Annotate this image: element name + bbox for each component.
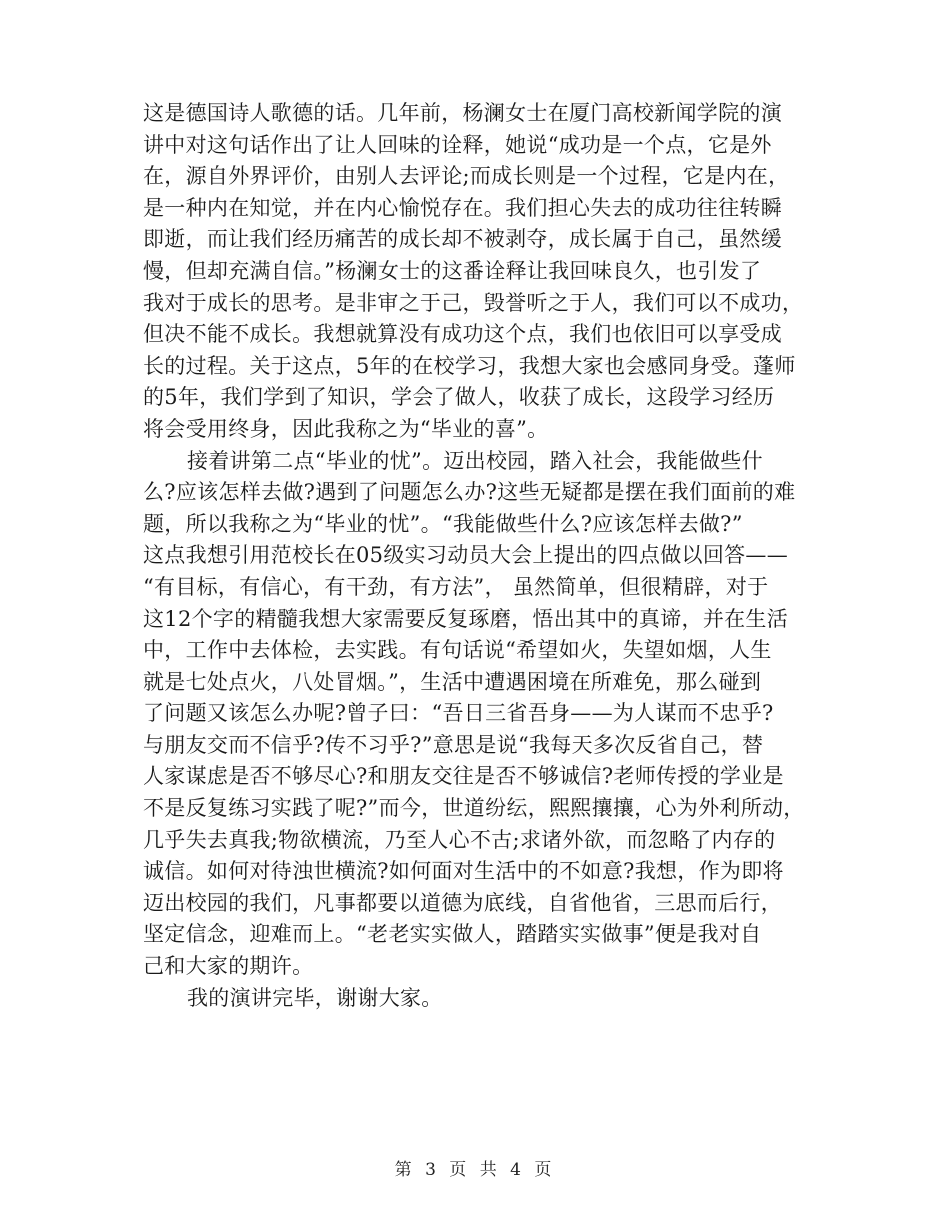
text-line: 不是反复练习实践了呢?”而今，世道纷纭，熙熙攘攘，心为外利所动， (143, 796, 805, 821)
text-line: 在，源自外界评价，由别人去评论;而成长则是一个过程，它是内在， (143, 164, 790, 189)
text-line: 长的过程。关于这点，5年的在校学习，我想大家也会感同身受。蓬师 (143, 353, 796, 378)
text-line: 题，所以我称之为“毕业的忧”。“我能做些什么?应该怎样去做?” (143, 511, 743, 536)
text-line: 的5年，我们学到了知识，学会了做人，收获了成长，这段学习经历 (143, 385, 775, 410)
text-line: 迈出校园的我们，凡事都要以道德为底线，自省他省，三思而后行， (143, 890, 782, 915)
text-line: 我的演讲完毕，谢谢大家。 (187, 985, 443, 1010)
text-line: 接着讲第二点“毕业的忧”。迈出校园，踏入社会，我能做些什 (187, 448, 763, 473)
text-line: 人家谋虑是否不够尽心?和朋友交往是否不够诚信?老师传授的学业是 (143, 764, 784, 789)
text-line: 这12个字的精髓我想大家需要反复琢磨，悟出其中的真谛，并在生活 (143, 606, 789, 631)
text-line: 将会受用终身，因此我称之为“毕业的喜”。 (143, 416, 549, 441)
text-line: 这点我想引用范校长在05级实习动员大会上提出的四点做以回答—— (143, 543, 789, 568)
text-line: 我对于成长的思考。是非审之于己，毁誉听之于人，我们可以不成功， (143, 290, 804, 315)
document-body (143, 98, 808, 1014)
page-footer: 第 3 页 共 4 页 (394, 1160, 556, 1180)
text-line: 慢，但却充满自信。”杨澜女士的这番诠释让我回味良久，也引发了 (143, 258, 762, 283)
text-line: 么?应该怎样去做?遇到了问题怎么办?这些无疑都是摆在我们面前的难 (143, 480, 796, 505)
text-line: 诚信。如何对待浊世横流?如何面对生活中的不如意?我想，作为即将 (143, 859, 784, 884)
text-line: 讲中对这句话作出了让人回味的诠释，她说“成功是一个点，它是外 (143, 132, 772, 157)
text-line: 几乎失去真我;物欲横流，乃至人心不古;求诸外欲，而忽略了内存的 (143, 827, 776, 852)
text-line: 中，工作中去体检，去实践。有句话说“希望如火，失望如烟，人生 (143, 638, 772, 663)
text-line: 是一种内在知觉，并在内心愉悦存在。我们担心失去的成功往往转瞬 (143, 195, 782, 220)
text-line: 了问题又该怎么办呢?曾子曰：“吾日三省吾身——为人谋而不忠乎? (143, 701, 774, 726)
text-line: 这是德国诗人歌德的话。几年前，杨澜女士在厦门高校新闻学院的演 (143, 101, 782, 125)
text-line: 但决不能不成长。我想就算没有成功这个点，我们也依旧可以享受成 (143, 322, 782, 347)
text-line: 坚定信念，迎难而上。“老老实实做人，踏踏实实做事”便是我对自 (143, 922, 762, 947)
text-line: 就是七处点火，八处冒烟。”，生活中遭遇困境在所难免，那么碰到 (143, 669, 762, 694)
text-line: 己和大家的期许。 (143, 954, 314, 979)
text-line: 即逝，而让我们经历痛苦的成长却不被剥夺，成长属于自己，虽然缓 (143, 227, 782, 252)
text-line: “有目标，有信心，有干劲，有方法”， 虽然简单，但很精辟，对于 (143, 574, 769, 599)
text-line: 与朋友交而不信乎?传不习乎?”意思是说“我每天多次反省自己，替 (143, 732, 764, 757)
